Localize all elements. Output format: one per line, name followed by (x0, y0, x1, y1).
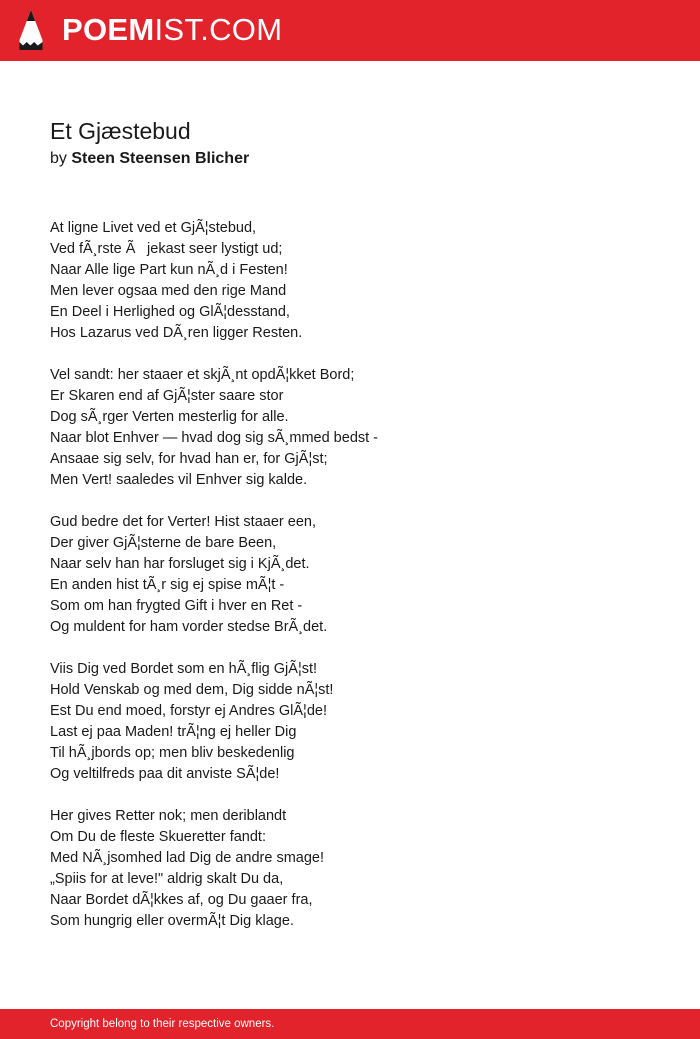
poem-line: Til hÃ¸jbords op; men bliv beskedenlig (50, 745, 295, 761)
poem-line: Last ej paa Maden! trÃ¦ng ej heller Dig (50, 724, 297, 740)
poem-line: Med NÃ¸jsomhed lad Dig de andre smage! (50, 850, 325, 866)
poem-line: Ansaae sig selv, for hvad han er, for GjÃ¦st; (50, 451, 328, 467)
poem-line: Og muldent for ham vorder stedse BrÃ¸det. (50, 619, 328, 635)
poem-line: Viis Dig ved Bordet som en hÃ¸flig GjÃ¦st! (50, 661, 318, 677)
poem-line: Hos Lazarus ved DÃ¸ren ligger Resten. (50, 325, 303, 341)
poem-line: Om Du de fleste Skueretter fandt: (50, 829, 266, 845)
poem-line: Est Du end moed, forstyr ej Andres GlÃ¦de! (50, 703, 327, 719)
poem-line: Som hungrig eller overmÃ¦t Dig klage. (50, 913, 294, 929)
poem-byline (50, 148, 249, 170)
poem-line: Som om han frygted Gift i hver en Ret - (50, 598, 303, 614)
poem-line: Og veltilfreds paa dit anviste SÃ¦de! (50, 766, 280, 782)
poem-line: Er Skaren end af GjÃ¦ster saare stor (50, 388, 284, 404)
logo-text-bold: POEM (62, 12, 155, 47)
poem-line: En anden hist tÃ¸r sig ej spise mÃ¦t - (50, 577, 285, 593)
stanza (50, 218, 670, 344)
poem-line: Dog sÃ¸rger Verten mesterlig for alle. (50, 409, 289, 425)
poem-line: Naar Bordet dÃ¦kkes af, og Du gaaer fra, (50, 892, 313, 908)
poem-line: En Deel i Herlighed og GlÃ¦desstand, (50, 304, 290, 320)
poem-title: Et Gjæstebud (50, 118, 191, 144)
poem-line: At ligne Livet ved et GjÃ¦stebud, (50, 220, 257, 236)
poem-line: Her gives Retter nok; men deriblandt (50, 808, 287, 824)
stanza (50, 512, 670, 638)
poem-line: Men lever ogsaa med den rige Mand (50, 283, 287, 299)
poem-line: Naar selv han har forsluget sig i KjÃ¸det. (50, 556, 310, 572)
poem-line: Vel sandt: her staaer et skjÃ¸nt opdÃ¦kket Bord; (50, 367, 355, 383)
logo-text-light: IST.COM (154, 12, 283, 47)
stanza (50, 806, 670, 932)
author-name: Steen Steensen Blicher (71, 150, 250, 167)
site-header (0, 0, 700, 61)
poem-line: Hold Venskab og med dem, Dig sidde nÃ¦st! (50, 682, 334, 698)
poem-line: Naar blot Enhver — hvad dog sig sÃ¸mmed bedst - (50, 430, 379, 446)
stanza (50, 365, 670, 491)
copyright-text: Copyright belong to their respective owners. (50, 1018, 275, 1030)
pencil-tip-icon[interactable] (18, 9, 44, 51)
site-logo[interactable] (62, 10, 282, 50)
poem-line: Ved fÃ¸rste Ãjekast seer lystigt ud; (50, 241, 283, 257)
poem-line: Naar Alle lige Part kun nÃ¸d i Festen! (50, 262, 288, 278)
poem-body (50, 218, 670, 953)
poem-line: Der giver GjÃ¦sterne de bare Been, (50, 535, 277, 551)
poem-line: „Spiis for at leve!" aldrig skalt Du da, (50, 871, 284, 887)
site-footer (0, 1009, 700, 1039)
stanza (50, 659, 670, 785)
poem-line: Men Vert! saaledes vil Enhver sig kalde. (50, 472, 308, 488)
poem-line: Gud bedre det for Verter! Hist staaer een, (50, 514, 316, 530)
by-label: by (50, 150, 72, 167)
